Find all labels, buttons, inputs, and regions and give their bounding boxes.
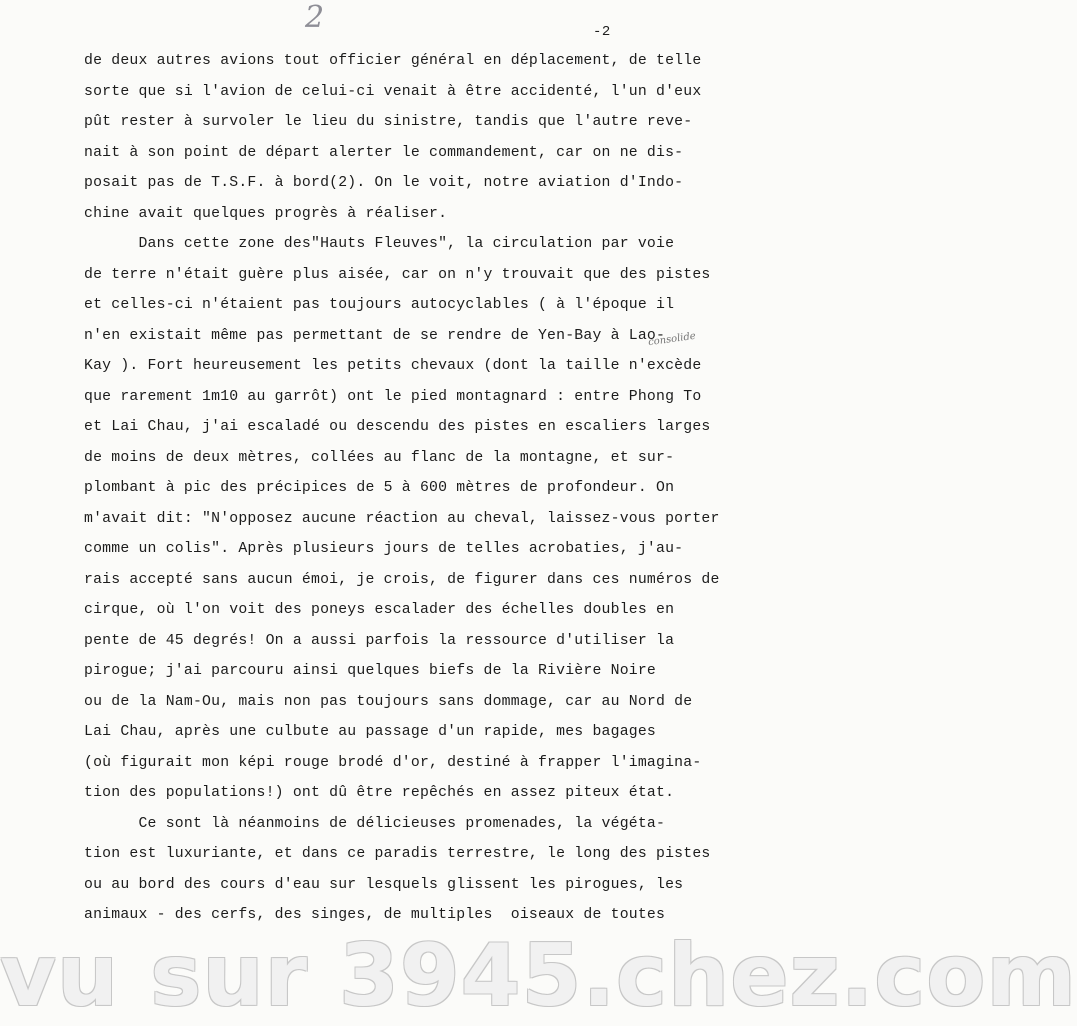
text-line: animaux - des cerfs, des singes, de multiples oiseaux de toutes (84, 907, 666, 923)
text-line: m'avait dit: "N'opposez aucune réaction au cheval, laissez-vous porter (84, 510, 720, 527)
watermark: vu sur 3945.chez.com (0, 926, 1077, 1026)
text-line: posait pas de T.S.F. à bord(2). On le voit, notre aviation d'Indo- (84, 175, 684, 191)
text-line: de moins de deux mètres, collées au flanc de la montagne, et sur- (84, 449, 675, 466)
handwritten-page-mark: 2 (305, 0, 325, 35)
text-line: de terre n'était guère plus aisée, car on n'y trouvait que des pistes (84, 266, 711, 283)
text-line: et Lai Chau, j'ai escaladé ou descendu des pistes en escaliers larges (84, 419, 711, 435)
text-line: et celles-ci n'étaient pas toujours autocyclables ( à l'époque il (84, 297, 675, 313)
text-line: de deux autres avions tout officier général en déplacement, de telle (84, 53, 702, 69)
text-line: (où figurait mon képi rouge brodé d'or, destiné à frapper l'imagina- (84, 754, 702, 771)
text-line: tion est luxuriante, et dans ce paradis terrestre, le long des pistes (84, 846, 711, 862)
text-line: Lai Chau, après une culbute au passage d'un rapide, mes bagages (84, 724, 657, 740)
text-line: n'en existait même pas permettant de se rendre de Yen-Bay à Lao- (84, 327, 666, 344)
page-number: -2 (593, 24, 611, 40)
text-line: Ce sont là néanmoins de délicieuses promenades, la végéta- (84, 815, 666, 832)
text-line: Kay ). Fort heureusement les petits chevaux (dont la taille n'excède (84, 358, 702, 374)
text-line: pirogue; j'ai parcouru ainsi quelques biefs de la Rivière Noire (84, 663, 657, 679)
text-line: comme un colis". Après plusieurs jours de telles acrobaties, j'au- (84, 541, 684, 557)
text-line: rais accepté sans aucun émoi, je crois, de figurer dans ces numéros de (84, 571, 720, 588)
text-line: plombant à pic des précipices de 5 à 600 mètres de profondeur. On (84, 480, 675, 496)
text-line: ou au bord des cours d'eau sur lesquels glissent les pirogues, les (84, 876, 684, 893)
text-line: ou de la Nam-Ou, mais non pas toujours sans dommage, car au Nord de (84, 693, 693, 710)
text-line: que rarement 1m10 au garrôt) ont le pied montagnard : entre Phong To (84, 388, 702, 405)
text-line: tion des populations!) ont dû être repêchés en assez piteux état. (84, 785, 675, 801)
text-line: pût rester à survoler le lieu du sinistre, tandis que l'autre reve- (84, 114, 693, 130)
handwritten-margin-note: consolide (647, 330, 697, 349)
text-line: pente de 45 degrés! On a aussi parfois la ressource d'utiliser la (84, 632, 675, 649)
text-line: cirque, où l'on voit des poneys escalader des échelles doubles en (84, 602, 675, 618)
text-line: nait à son point de départ alerter le commandement, car on ne dis- (84, 144, 684, 161)
text-line: Dans cette zone des"Hauts Fleuves", la circulation par voie (84, 236, 675, 252)
text-line: chine avait quelques progrès à réaliser. (84, 205, 448, 222)
text-line: sorte que si l'avion de celui-ci venait à être accidenté, l'un d'eux (84, 83, 702, 100)
